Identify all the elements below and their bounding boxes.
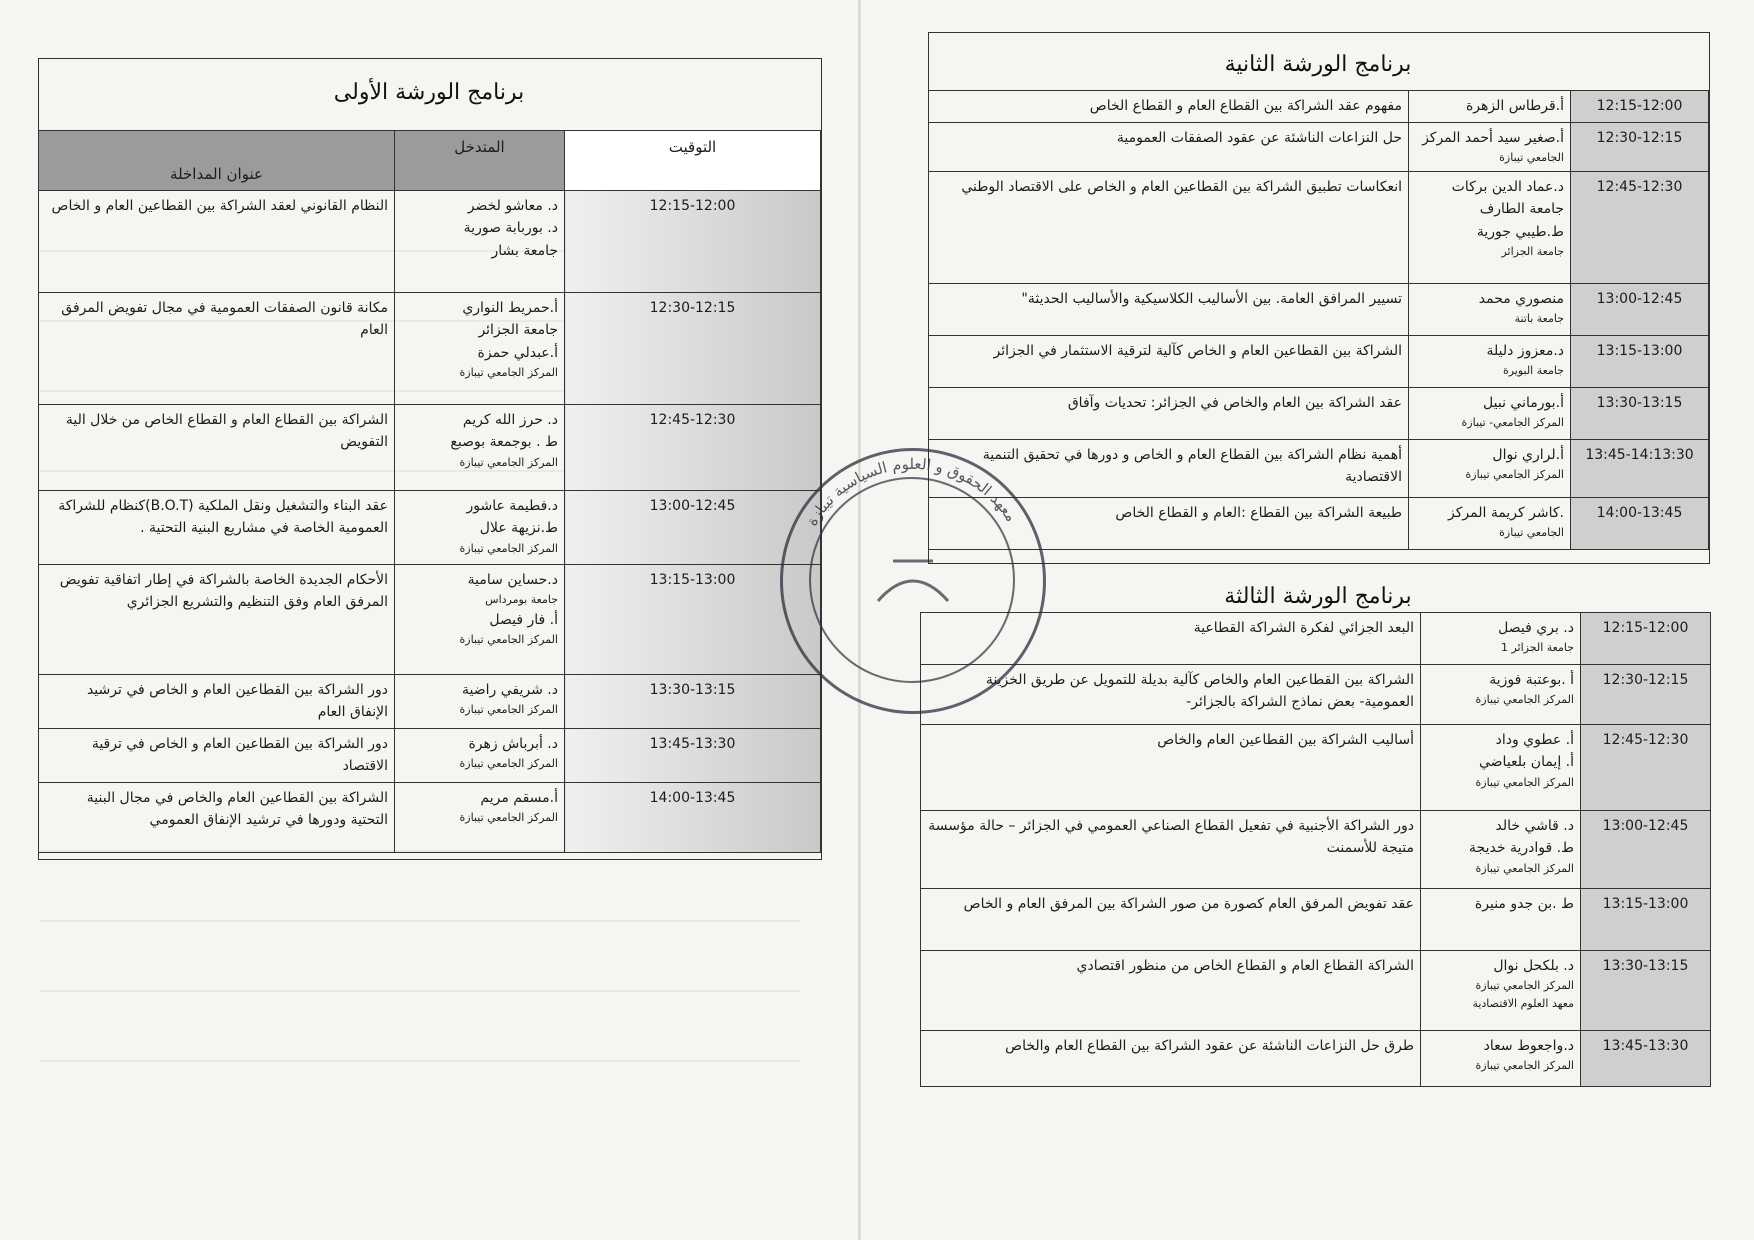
table-row xyxy=(929,387,1709,439)
speaker-affiliation: المركز الجامعي تيبازة xyxy=(459,366,558,380)
speaker-affiliation: جامعة الجزائر xyxy=(478,322,558,339)
speaker-affiliation: الجامعي تيبازة xyxy=(1499,151,1564,165)
speaker-header: المتدخل xyxy=(395,131,565,191)
table-row xyxy=(39,565,821,675)
topic-cell: انعكاسات تطبيق الشراكة بين القطاعين العام و الخاص على الاقتصاد الوطني xyxy=(929,171,1409,283)
speaker-affiliation: المركز الجامعي تيبازة xyxy=(459,455,558,469)
speaker-affiliation: المركز الجامعي تيبازة xyxy=(459,541,558,555)
speaker-affiliation: جامعة بومرداس xyxy=(485,593,558,607)
speaker-cell xyxy=(1421,951,1581,1031)
time-cell: 14:00-13:45 xyxy=(565,783,821,853)
table-row xyxy=(39,675,821,729)
speaker-name: أ.بورماني نبيل xyxy=(1483,394,1564,411)
topic-cell: مكانة قانون الصفقات العمومية في مجال تفويض المرفق العام xyxy=(39,293,395,405)
speaker-name: أ. إيمان بلعياضي xyxy=(1479,754,1574,771)
topic-cell: دور الشراكة الأجنبية في تفعيل القطاع الصناعي العمومي في الجزائر – حالة مؤسسة متيجة للأسمنت xyxy=(921,811,1421,889)
speaker-affiliation: المركز الجامعي تيبازة xyxy=(1475,861,1574,875)
speaker-affiliation: المركز الجامعي تيبازة xyxy=(1475,979,1574,993)
speaker-name: أ. عطوي وداد xyxy=(1495,732,1574,748)
speaker-cell xyxy=(395,783,565,853)
speaker-name: أ.عبدلي حمزة xyxy=(477,344,558,361)
speaker-name: د. حرز الله كريم xyxy=(462,412,558,428)
speaker-name: د. بوربابة صورية xyxy=(463,220,558,237)
table-row xyxy=(39,405,821,491)
table-row xyxy=(39,191,821,293)
speaker-cell xyxy=(1421,665,1581,725)
speaker-affiliation: المركز الجامعي تيبازة xyxy=(1465,468,1564,482)
time-cell: 13:30-13:15 xyxy=(1581,951,1711,1031)
speaker-name: أ.صغير سيد أحمد المركز xyxy=(1422,130,1564,146)
speaker-affiliation: جامعة باتنة xyxy=(1514,312,1564,326)
speaker-name: ط.نزيهة علال xyxy=(479,520,558,537)
speaker-cell xyxy=(1409,123,1571,172)
speaker-name: د. معاشو لخضر xyxy=(467,198,558,214)
speaker-affiliation: المركز الجامعي تيبازة xyxy=(1475,693,1574,707)
speaker-cell xyxy=(395,565,565,675)
speaker-name: د.حساين سامية xyxy=(467,572,558,588)
time-cell: 12:30-12:15 xyxy=(565,293,821,405)
speaker-name: د.معزوز دليلة xyxy=(1486,342,1564,359)
topic-cell: أهمية نظام الشراكة بين القطاع العام و الخاص و دورها في تحقيق التنمية الاقتصادية xyxy=(929,439,1409,497)
table-row xyxy=(921,889,1711,951)
speaker-affiliation: جامعة الجزائر xyxy=(1501,245,1564,259)
table-row xyxy=(929,171,1709,283)
time-cell: 12:45-12:30 xyxy=(1571,171,1709,283)
speaker-name: د. أبرباش زهرة xyxy=(468,736,558,752)
table-row xyxy=(39,729,821,783)
topic-header: عنوان المداخلة xyxy=(39,131,395,191)
speaker-cell xyxy=(1409,439,1571,497)
time-cell: 13:15-13:00 xyxy=(1571,335,1709,387)
topic-cell: النظام القانوني لعقد الشراكة بين القطاعين العام و الخاص xyxy=(39,191,395,293)
table-row xyxy=(929,439,1709,497)
speaker-name: د.عماد الدين بركات xyxy=(1451,178,1564,195)
speaker-name: د. بلكحل نوال xyxy=(1493,958,1574,974)
speaker-cell xyxy=(1421,811,1581,889)
topic-cell: طبيعة الشراكة بين القطاع :العام و القطاع الخاص xyxy=(929,497,1409,549)
speaker-affiliation: المركز الجامعي تيبازة xyxy=(1475,1059,1574,1073)
speaker-name: أ .بوعتبة فوزية xyxy=(1489,672,1574,688)
speaker-cell xyxy=(1409,171,1571,283)
speaker-name: د.واجعوط سعاد xyxy=(1483,1038,1574,1054)
speaker-cell xyxy=(1421,725,1581,811)
table-row xyxy=(39,293,821,405)
time-cell: 13:30-13:15 xyxy=(1571,387,1709,439)
speaker-cell xyxy=(395,293,565,405)
time-cell: 12:15-12:00 xyxy=(1571,91,1709,123)
topic-cell: عقد الشراكة بين العام والخاص في الجزائر: تحديات وآفاق xyxy=(929,387,1409,439)
speaker-cell xyxy=(1409,335,1571,387)
speaker-name: د. شريفي راضية xyxy=(462,682,558,698)
time-cell: 13:15-13:00 xyxy=(565,565,821,675)
time-cell: 13:00-12:45 xyxy=(565,491,821,565)
time-cell: 12:30-12:15 xyxy=(1581,665,1711,725)
speaker-name: أ.قرطاس الزهرة xyxy=(1465,98,1564,114)
topic-cell: عقد البناء والتشغيل ونقل الملكية (B.O.T)كنظام للشراكة العمومية الخاصة في مشاريع البنية التحتية . xyxy=(39,491,395,565)
speaker-affiliation: جامعة الجزائر 1 xyxy=(1500,641,1574,655)
speaker-name: د. بري فيصل xyxy=(1498,620,1574,636)
topic-cell: الشراكة القطاع العام و القطاع الخاص من منظور اقتصادي xyxy=(921,951,1421,1031)
speaker-cell xyxy=(1409,283,1571,335)
speaker-name: ط. قوادرية خديجة xyxy=(1469,840,1574,857)
topic-cell: الشراكة بين القطاعين العام و الخاص كآلية لترقية الاستثمار في الجزائر xyxy=(929,335,1409,387)
speaker-name: ط . بوجمعة بوصبع xyxy=(450,434,558,451)
stamp-seal-graphic xyxy=(783,451,1043,711)
speaker-affiliation: المركز الجامعي تيبازة xyxy=(1475,775,1574,789)
time-cell: 13:45-14:13:30 xyxy=(1571,439,1709,497)
topic-cell: طرق حل النزاعات الناشئة عن عقود الشراكة بين القطاع العام والخاص xyxy=(921,1031,1421,1087)
time-cell: 13:30-13:15 xyxy=(565,675,821,729)
speaker-affiliation: جامعة الطارف xyxy=(1479,201,1564,218)
topic-cell: تسيير المرافق العامة. بين الأساليب الكلاسيكية والأساليب الحديثة" xyxy=(929,283,1409,335)
speaker-cell xyxy=(395,729,565,783)
topic-cell: الشراكة بين القطاع العام و القطاع الخاص من خلال الية التفويض xyxy=(39,405,395,491)
workshop2-title: برنامج الورشة الثانية xyxy=(1224,52,1412,77)
speaker-name: ط .بن جدو منيرة xyxy=(1474,896,1574,912)
table-row xyxy=(39,783,821,853)
institution-stamp xyxy=(780,448,1046,714)
speaker-cell xyxy=(1421,1031,1581,1087)
table-row xyxy=(929,497,1709,549)
time-cell: 12:30-12:15 xyxy=(1571,123,1709,172)
topic-cell: حل النزاعات الناشئة عن عقود الصفقات العمومية xyxy=(929,123,1409,172)
time-cell: 12:45-12:30 xyxy=(1581,725,1711,811)
topic-cell: أساليب الشراكة بين القطاعين العام والخاص xyxy=(921,725,1421,811)
workshop1-header-row xyxy=(39,131,821,191)
speaker-affiliation: المركز الجامعي تيبازة xyxy=(459,703,558,717)
table-row xyxy=(921,1031,1711,1087)
topic-cell: مفهوم عقد الشراكة بين القطاع العام و القطاع الخاص xyxy=(929,91,1409,123)
speaker-name: د.فطيمة عاشور xyxy=(466,498,558,514)
speaker-cell xyxy=(395,491,565,565)
speaker-cell xyxy=(1409,91,1571,123)
speaker-name: منصوري محمد xyxy=(1478,290,1564,307)
speaker-name: أ.مسقم مريم xyxy=(480,790,558,806)
time-cell: 12:45-12:30 xyxy=(565,405,821,491)
time-header: التوقيت xyxy=(565,131,821,191)
svg-text:معهد الحقوق و العلوم السياسية: معهد الحقوق و العلوم السياسية تيبازة xyxy=(802,454,1021,530)
table-row xyxy=(929,283,1709,335)
speaker-affiliation: جامعة البويرة xyxy=(1502,364,1564,378)
speaker-affiliation: جامعة بشار xyxy=(491,242,558,259)
time-cell: 12:15-12:00 xyxy=(565,191,821,293)
table-row xyxy=(929,123,1709,172)
speaker-cell xyxy=(1409,387,1571,439)
workshop3-title: برنامج الورشة الثالثة xyxy=(1224,584,1412,609)
speaker-affiliation: الجامعي تيبازة xyxy=(1499,526,1564,540)
speaker-name: أ.لراري نوال xyxy=(1492,446,1564,463)
speaker-cell xyxy=(395,191,565,293)
topic-cell: دور الشراكة بين القطاعين العام و الخاص في ترقية الاقتصاد xyxy=(39,729,395,783)
workshop1-table xyxy=(38,130,821,853)
topic-cell: الأحكام الجديدة الخاصة بالشراكة في إطار اتفاقية تفويض المرفق العام وفق التنظيم والتشريع الجزائري xyxy=(39,565,395,675)
speaker-affiliation: المركز الجامعي تيبازة xyxy=(459,811,558,825)
topic-cell: البعد الجزائي لفكرة الشراكة القطاعية xyxy=(921,613,1421,665)
speaker-cell xyxy=(1421,613,1581,665)
speaker-name: أ.حمريط النواري xyxy=(462,300,558,316)
speaker-cell xyxy=(1409,497,1571,549)
speaker-affiliation: المركز الجامعي تيبازة xyxy=(459,633,558,647)
time-cell: 13:15-13:00 xyxy=(1581,889,1711,951)
speaker-cell xyxy=(395,675,565,729)
speaker-affiliation: معهد العلوم الاقتصادية xyxy=(1472,996,1574,1010)
speaker-name: ط.طيبي جورية xyxy=(1476,223,1564,240)
time-cell: 13:00-12:45 xyxy=(1571,283,1709,335)
table-row xyxy=(929,335,1709,387)
speaker-name: .كاشر كريمة المركز xyxy=(1448,504,1564,521)
table-row xyxy=(929,91,1709,123)
topic-cell: عقد تفويض المرفق العام كصورة من صور الشراكة بين المرفق العام و الخاص xyxy=(921,889,1421,951)
time-cell: 12:15-12:00 xyxy=(1581,613,1711,665)
speaker-cell xyxy=(1421,889,1581,951)
topic-cell: الشراكة بين القطاعين العام والخاص في مجال البنية التحتية ودورها في ترشيد الإنفاق العمومي xyxy=(39,783,395,853)
time-cell: 13:45-13:30 xyxy=(565,729,821,783)
table-row xyxy=(39,491,821,565)
speaker-name: أ. فار فيصل xyxy=(489,611,558,628)
time-cell: 13:45-13:30 xyxy=(1581,1031,1711,1087)
time-cell: 13:00-12:45 xyxy=(1581,811,1711,889)
table-row xyxy=(921,811,1711,889)
workshop2-table xyxy=(928,90,1709,550)
speaker-name: د. قاشي خالد xyxy=(1495,818,1574,834)
table-row xyxy=(921,725,1711,811)
topic-cell: الشراكة بين القطاعين العام والخاص كآلية بديلة للتمويل عن طريق الخزينة العمومية- بعض نماذج الشراكة بالجزائر- xyxy=(921,665,1421,725)
topic-cell: دور الشراكة بين القطاعين العام و الخاص في ترشيد الإنفاق العام xyxy=(39,675,395,729)
workshop1-title: برنامج الورشة الأولى xyxy=(333,80,525,105)
speaker-affiliation: المركز الجامعي- تيبازة xyxy=(1461,416,1564,430)
speaker-affiliation: المركز الجامعي تيبازة xyxy=(459,757,558,771)
table-row xyxy=(921,951,1711,1031)
time-cell: 14:00-13:45 xyxy=(1571,497,1709,549)
speaker-cell xyxy=(395,405,565,491)
